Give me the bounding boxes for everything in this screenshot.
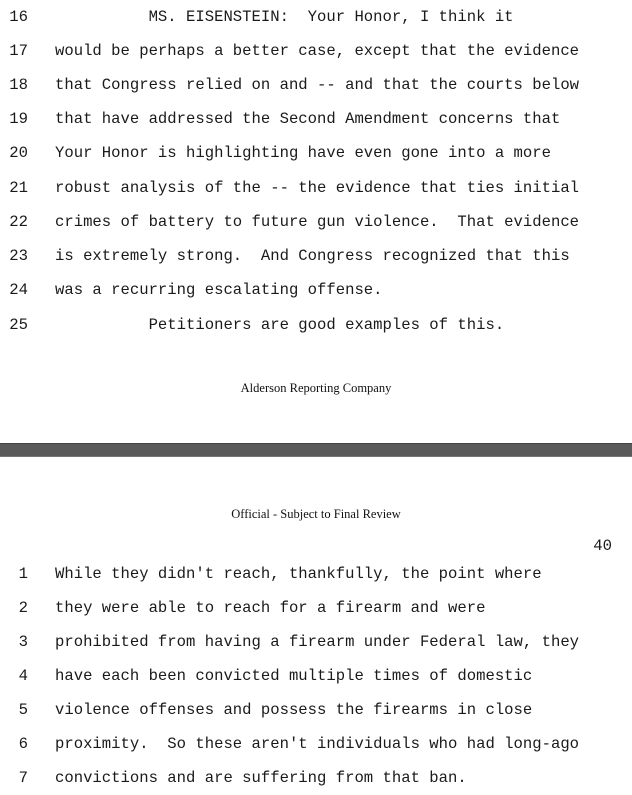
line-number: 6 bbox=[18, 735, 28, 753]
line-number: 2 bbox=[18, 599, 28, 617]
line-text: prohibited from having a firearm under Federal law, they bbox=[55, 633, 580, 651]
line-number: 25 bbox=[9, 316, 28, 334]
line-number: 1 bbox=[18, 565, 28, 583]
line-text: was a recurring escalating offense. bbox=[55, 281, 383, 299]
transcript-line bbox=[0, 273, 632, 307]
line-text: MS. EISENSTEIN: Your Honor, I think it bbox=[55, 8, 514, 26]
line-number: 23 bbox=[9, 247, 28, 265]
transcript-line bbox=[0, 727, 632, 761]
line-text: Your Honor is highlighting have even gone into a more bbox=[55, 144, 551, 162]
page-number: 40 bbox=[593, 537, 612, 555]
line-text: crimes of battery to future gun violence. That evidence bbox=[55, 213, 580, 231]
transcript-line bbox=[0, 557, 632, 591]
transcript-line bbox=[0, 0, 632, 34]
page-divider bbox=[0, 443, 632, 457]
line-text: While they didn't reach, thankfully, the point where bbox=[55, 565, 542, 583]
line-text: that Congress relied on and -- and that the courts below bbox=[55, 76, 580, 94]
transcript-line bbox=[0, 761, 632, 795]
transcript-line bbox=[0, 308, 632, 342]
transcript-line bbox=[0, 34, 632, 68]
line-number: 4 bbox=[18, 667, 28, 685]
line-number: 3 bbox=[18, 633, 28, 651]
line-text: that have addressed the Second Amendment concerns that bbox=[55, 110, 561, 128]
line-number: 22 bbox=[9, 213, 28, 231]
line-text: proximity. So these aren't individuals who had long-ago bbox=[55, 735, 580, 753]
transcript-line bbox=[0, 205, 632, 239]
line-number: 20 bbox=[9, 144, 28, 162]
line-text: robust analysis of the -- the evidence that ties initial bbox=[55, 179, 580, 197]
line-text: they were able to reach for a firearm and were bbox=[55, 599, 486, 617]
transcript-line bbox=[0, 171, 632, 205]
line-number: 17 bbox=[9, 42, 28, 60]
line-number: 21 bbox=[9, 179, 28, 197]
line-text: have each been convicted multiple times of domestic bbox=[55, 667, 533, 685]
line-text: violence offenses and possess the firearms in close bbox=[55, 701, 533, 719]
line-number: 7 bbox=[18, 769, 28, 787]
page-footer: Alderson Reporting Company bbox=[240, 381, 392, 395]
transcript-line bbox=[0, 693, 632, 727]
line-number: 24 bbox=[9, 281, 28, 299]
line-text: is extremely strong. And Congress recognized that this bbox=[55, 247, 570, 265]
transcript-line bbox=[0, 659, 632, 693]
transcript-page-bottom bbox=[0, 457, 632, 791]
transcript-line bbox=[0, 68, 632, 102]
line-text: Petitioners are good examples of this. bbox=[55, 316, 505, 334]
transcript-line bbox=[0, 591, 632, 625]
line-number: 18 bbox=[9, 76, 28, 94]
line-number: 16 bbox=[9, 8, 28, 26]
transcript-line bbox=[0, 625, 632, 659]
line-number: 5 bbox=[18, 701, 28, 719]
transcript-line bbox=[0, 136, 632, 170]
line-number: 19 bbox=[9, 110, 28, 128]
line-text: would be perhaps a better case, except that the evidence bbox=[55, 42, 580, 60]
page-header: Official - Subject to Final Review bbox=[231, 507, 401, 521]
transcript-line bbox=[0, 239, 632, 273]
line-text: convictions and are suffering from that ban. bbox=[55, 769, 467, 787]
transcript-line bbox=[0, 102, 632, 136]
